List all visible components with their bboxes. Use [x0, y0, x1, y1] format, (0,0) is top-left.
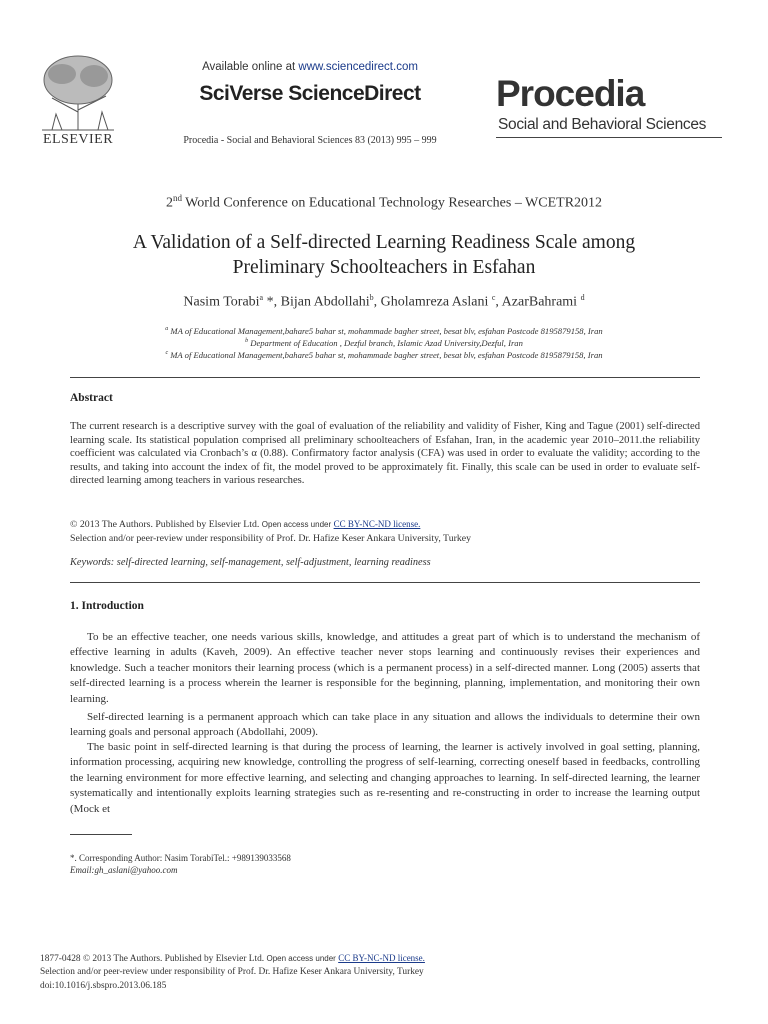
affiliation	[40, 326, 728, 336]
keywords: Keywords: self-directed learning, self-management, self-adjustment, learning readiness	[70, 557, 431, 568]
footnote-divider	[70, 834, 132, 835]
author-email: Email:gh_aslani@yahoo.com	[70, 865, 178, 875]
footer-peer-review: Selection and/or peer-review under responsibility of Prof. Dr. Hafize Keser Ankara University, Turkey	[40, 967, 424, 977]
affiliation-mark: b	[245, 338, 249, 345]
abstract-heading: Abstract	[70, 392, 113, 404]
abstract-text: The current research is a descriptive survey with the goal of evaluation of the reliability and validity of Fisher, King and Tague (2001) self-directed learning scale. Its statistical population comprised all preliminary schoolteachers of Esfahan, Iran, in the academic year 2010–2011.the reliability coefficient was calculated via Cronbach’s α (0.88). Confirmatory factor analysis (CFA) was used in order to evaluate the validity; according to the results, and taking into account the index of fit, the model proved to be approximately fit. Finally, this scale can be used in order to evaluate self-directed learning among teachers in various researches.	[70, 421, 700, 487]
author-affiliation-mark: c	[491, 293, 496, 302]
footer-license-link[interactable]: CC BY-NC-ND license.	[338, 953, 425, 963]
copyright-line	[70, 519, 420, 530]
affiliation-mark: a	[165, 326, 169, 333]
sciencedirect-link[interactable]: www.sciencedirect.com	[298, 61, 418, 73]
journal-citation: Procedia - Social and Behavioral Sciences 83 (2013) 995 – 999	[183, 135, 437, 146]
paper-title	[40, 230, 728, 280]
platform-name: SciVerse ScienceDirect	[199, 82, 421, 105]
author-affiliation-mark: d	[580, 293, 585, 302]
paper-title-line: Preliminary Schoolteachers in Esfahan	[232, 257, 536, 278]
affiliation-text: Department of Education , Dezful branch, Islamic Azad University,Dezful, Iran	[248, 338, 523, 348]
conference-name	[40, 193, 728, 212]
doi[interactable]: doi:10.1016/j.sbspro.2013.06.185	[40, 981, 167, 991]
author-name: Bijan Abdollahi	[280, 294, 370, 310]
body-paragraph: Self-directed learning is a permanent approach which can take place in any situation and allows the individuals to determine their own learning goals and personal approach (Abdollahi, 2009).	[70, 711, 700, 739]
corresponding-author: *. Corresponding Author: Nasim TorabiTel.: +989139033568	[70, 853, 291, 863]
body-paragraph: The basic point in self-directed learning is that during the process of learning, the learner is actively involved in goal setting, planning, information processing, acquiring new knowledge, controlling the progress of self-learning, correcting oneself based in feedbacks, controlling the learning environment for more effective learning, and selecting and changing approaches to learning. In self-directed learning, the learner systematically and intentionally exploits learning strategies such as re-resenting and re-constructing in order to increase the learning output (Mock et	[70, 741, 700, 815]
peer-review-line: Selection and/or peer-review under responsibility of Prof. Dr. Hafize Keser Ankara University, Turkey	[70, 533, 472, 544]
conference-ordinal: 2	[165, 195, 173, 211]
author-separator: ,	[373, 294, 381, 310]
brand-divider	[496, 137, 722, 138]
journal-brand: Procedia	[496, 73, 645, 114]
section-divider	[70, 582, 700, 583]
introduction-heading: 1. Introduction	[70, 600, 144, 612]
conference-title: World Conference on Educational Technology Researches – WCETR2012	[181, 195, 603, 211]
affiliation-text: MA of Educational Management,bahare5 bahar st, mohammade bagher street, besat blv, esfahan Postcode 8195879158, Iran	[168, 350, 603, 360]
affiliation-mark: c	[165, 350, 169, 357]
affiliation	[40, 338, 728, 348]
author-affiliation-mark: a	[259, 293, 264, 302]
section-divider	[70, 377, 700, 378]
author-name: Gholamreza Aslani	[380, 294, 492, 310]
paper-title-line: A Validation of a Self-directed Learning Readiness Scale among	[132, 232, 636, 253]
open-access-label: Open access under	[261, 520, 332, 529]
body-paragraph: To be an effective teacher, one needs various skills, knowledge, and attitudes a great part of which is to understand the mechanism of effective learning in adults (Kaveh, 2009). An effective teacher never stops learning and continuously revises their experiences and knowledge. Such a teacher monitors their learning process (which is a permanent process) in a self-directed manner. Long (2005) asserts that self-directed learning is a process wherein the learner is responsible for the beginning, planning, implementation, and monitoring their own learning.	[70, 631, 700, 705]
conference-ordinal-suffix: nd	[172, 193, 182, 203]
affiliation	[40, 350, 728, 360]
author-separator: *,	[263, 294, 281, 310]
author-name: AzarBahrami	[501, 294, 581, 310]
journal-brand-subtitle: Social and Behavioral Sciences	[498, 116, 707, 133]
author-affiliation-mark: b	[369, 293, 374, 302]
affiliation-text: MA of Educational Management,bahare5 bahar st, mohammade bagher street, besat blv, esfahan Postcode 8195879158, Iran	[168, 326, 603, 336]
license-link[interactable]: CC BY-NC-ND license.	[333, 519, 421, 529]
copyright-text: © 2013 The Authors. Published by Elsevier Ltd.	[70, 519, 260, 530]
author-list	[40, 293, 728, 311]
footer-copyright-line	[40, 953, 425, 964]
author-separator: ,	[495, 294, 502, 310]
available-prefix: Available online at	[202, 61, 299, 73]
footer-copyright: 1877-0428 © 2013 The Authors. Published by Elsevier Ltd.	[40, 954, 265, 964]
available-online-line	[160, 61, 460, 73]
publisher-name: ELSEVIER	[42, 132, 114, 147]
author-name: Nasim Torabi	[183, 294, 260, 310]
footer-open-access-label: Open access under	[266, 954, 336, 963]
